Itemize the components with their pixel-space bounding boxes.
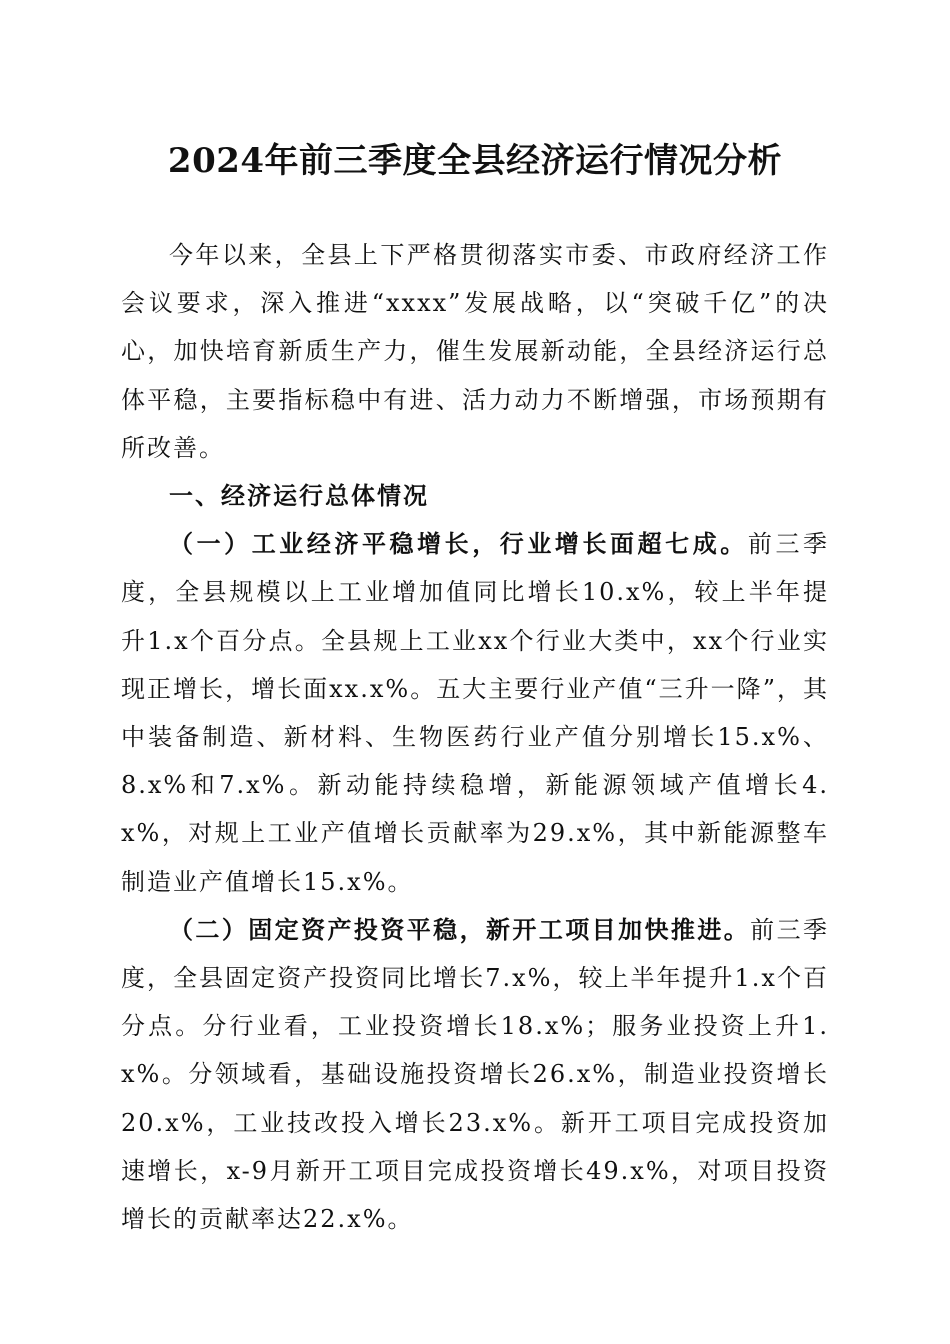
paragraph-investment <box>121 906 829 1243</box>
document-body <box>121 231 829 1243</box>
paragraph-investment-lead: （二）固定资产投资平稳，新开工项目加快推进。 <box>169 914 751 944</box>
paragraph-industry-lead: （一）工业经济平稳增长，行业增长面超七成。 <box>169 529 748 559</box>
paragraph-investment-text: 前三季度，全县固定资产投资同比增长7.x%，较上半年提升1.x个百分点。分行业看，工业投资增长18.x%；服务业投资上升1.x%。分领域看，基础设施投资增长26.x%，制造业投资增长20.x%，工业技改投入增长23.x%。新开工项目完成投资加速增长，x-9月新开工项目完成投资增长49.x%，对项目投资增长的贡献率达22.x%。 <box>121 915 830 1234</box>
paragraph-industry <box>121 520 829 906</box>
document-title: 2024年前三季度全县经济运行情况分析 <box>167 141 783 181</box>
paragraph-industry-text: 前三季度，全县规模以上工业增加值同比增长10.x%，较上半年提升1.x个百分点。全县规上工业xx个行业大类中，xx个行业实现正增长，增长面xx.x%。五大主要行业产值“三升一降”，其中装备制造、新材料、生物医药行业产值分别增长15.x%、8.x%和7.x%。新动能持续稳增，新能源领域产值增长4.x%，对规上工业产值增长贡献率为29.x%，其中新能源整车制造业产值增长15.x%。 <box>121 530 830 896</box>
intro-paragraph: 今年以来，全县上下严格贯彻落实市委、市政府经济工作会议要求，深入推进“xxxx”发展战略，以“突破千亿”的决心，加快培育新质生产力，催生发展新动能，全县经济运行总体平稳，主要指标稳中有进、活力动力不断增强，市场预期有所改善。 <box>121 241 829 462</box>
section-heading-overall: 一、经济运行总体情况 <box>169 482 429 511</box>
